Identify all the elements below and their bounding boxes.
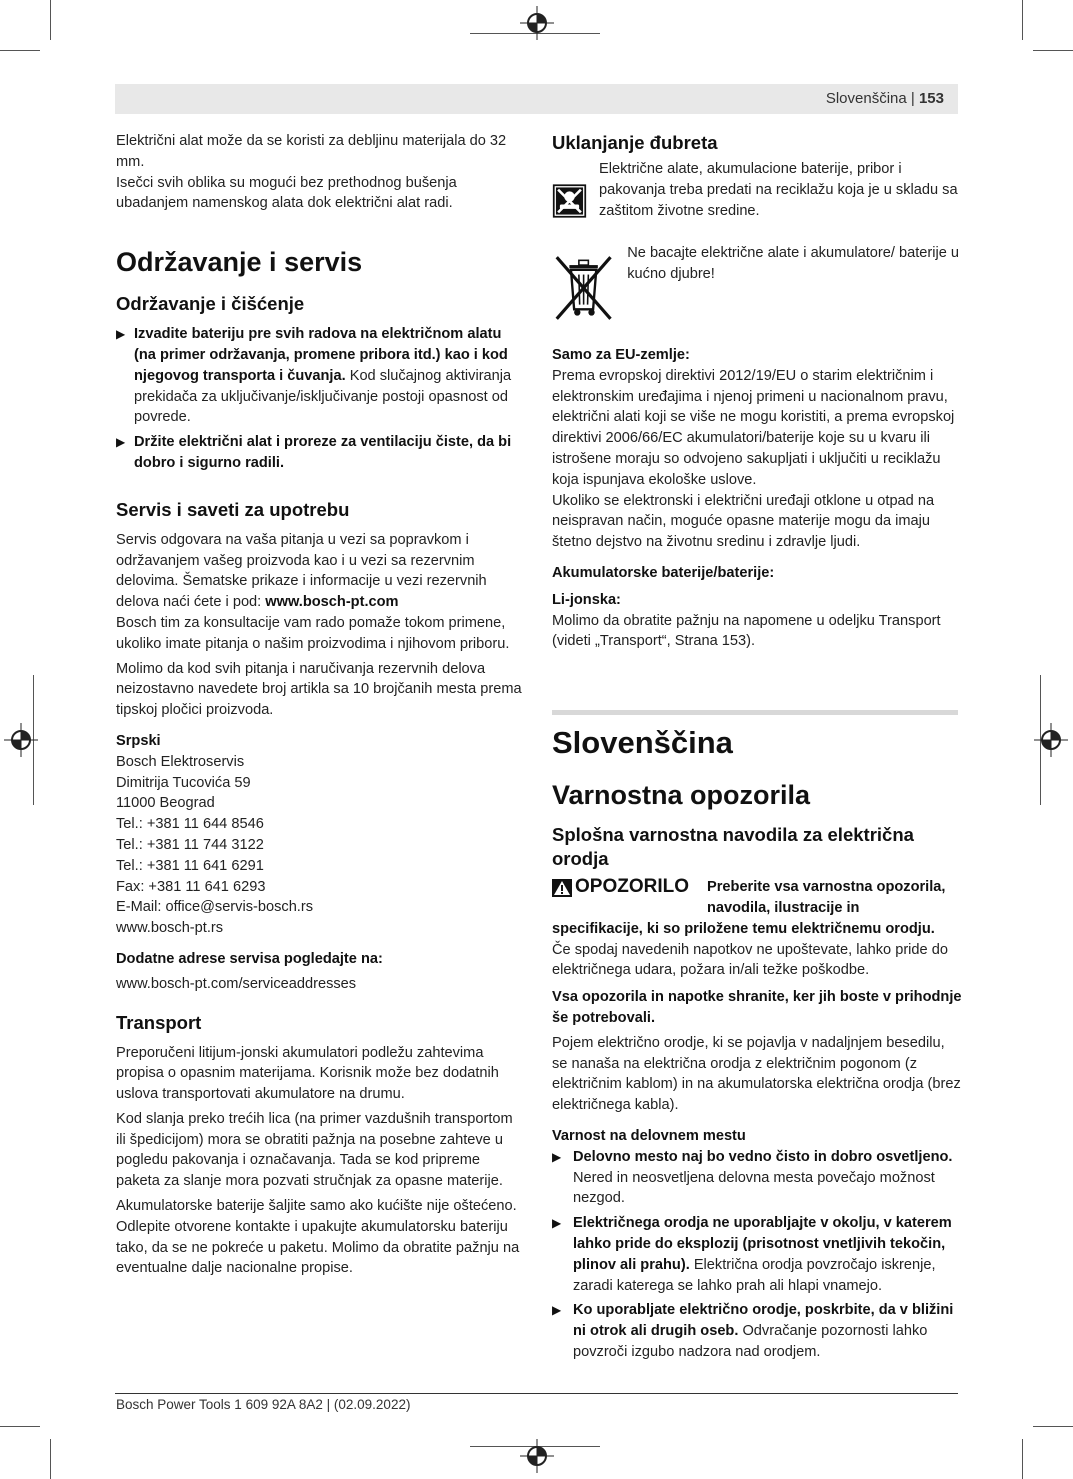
recycling-symbol-icon (552, 161, 587, 241)
service-text: Servis odgovara na vaša pitanja u vezi sa popravkom i održavanjem vašeg proizvoda kao i u vezi sa rezervnim delovima. Šematske prikaze i informacije u vezi rezervnih delova naći ćete i pod: (116, 531, 487, 611)
page-header (115, 84, 958, 114)
section-title: Varnostna opozorila (552, 780, 811, 811)
bullet-text: Električna orodja povzročajo iskrenje, zaradi katerega se lahko prah ali hlapi vnamejo. (573, 1256, 936, 1294)
right-column (552, 131, 962, 1363)
crop-mark (0, 50, 40, 51)
crop-mark (50, 0, 51, 40)
section-title: Održavanje i servis (116, 247, 363, 278)
service-paragraph (116, 530, 526, 613)
address-line[interactable]: E-Mail: office@servis-bosch.rs (116, 899, 314, 916)
crop-mark (0, 1426, 40, 1427)
address-line: Bosch Elektroservis (116, 753, 245, 770)
bullet-item (552, 1147, 962, 1209)
bullet-bold-text: Držite električni alat i proreze za ventilaciju čiste, da bi dobro i sigurno radili. (134, 434, 512, 471)
crossed-bin-icon (552, 245, 615, 331)
footer-divider (115, 1393, 958, 1394)
service-paragraph: Bosch tim za konsultacije vam rado pomaže tokom primene, ukoliko imate pitanja o našim proizvodima i njihovom priboru. (116, 614, 510, 652)
liion-label: Li-jonska: (552, 591, 621, 608)
disposal-paragraph: Ne bacajte električne alate i akumulatore/ baterije u kućno djubre! (627, 245, 960, 282)
bullet-item (116, 432, 526, 474)
term-paragraph: Pojem električno orodje, ki se pojavlja v nadaljnjem besedilu, se nanaša na električna orodja z električnim pogonom (z električnim kablom) in na akumulatorska električna orodja (brez električnega kabla). (552, 1034, 961, 1114)
bullet-text: Nered in neosvetljena delovna mesta povečajo možnost nezgod. (573, 1169, 935, 1207)
subsection-title: Transport (116, 1011, 202, 1033)
bosch-link[interactable]: www.bosch-pt.com (265, 594, 399, 611)
warning-heading: Preberite vsa varnostna opozorila, navodila, ilustracije in (707, 879, 946, 916)
page-number: 153 (918, 90, 944, 107)
address-line: Tel.: +381 11 744 3122 (116, 836, 264, 853)
bullet-triangle-icon: ▶ (552, 1303, 562, 1318)
liion-paragraph: Molimo da obratite pažnju na napomene u odeljku Transport (videti „Transport“, Strana 153). (552, 612, 941, 650)
transport-paragraph: Kod slanja preko trećih lica (na primer vazdušnih transportom ili špedicijom) mora se obratiti pažnja na posebne zahteve u pogledu pakovanja i označavanja. Tada se kod pripreme paketa za slanje mora pozvati stručnjak za opasne materije. (116, 1110, 513, 1190)
eu-paragraph: Prema evropskoj direktivi 2012/19/EU o starim električnim i elektronskim uređajima i njenoj primeni u nacionalnom pravu, električni alati koji se više ne mogu koristiti, a prema evropskoj direktivi 2006/66/EC akumulatori/baterije koje su u kvaru ili istrošene moraju so odvojeno sakupljati i uključiti u reciklažu koja ispunjava ekološke uslove. (552, 367, 955, 488)
disposal-row (552, 245, 962, 331)
registration-mark-icon (520, 1439, 554, 1473)
bullet-triangle-icon: ▶ (116, 327, 126, 342)
header-language: Slovenščina (825, 90, 907, 107)
warning-triangle-icon (552, 879, 572, 897)
more-addresses-url[interactable]: www.bosch-pt.com/serviceaddresses (116, 975, 357, 992)
registration-mark-icon (520, 6, 554, 40)
eu-label: Samo za EU-zemlje: (552, 347, 690, 363)
warning-badge (552, 877, 689, 898)
workplace-label: Varnost na delovnem mestu (552, 1127, 746, 1144)
bullet-triangle-icon: ▶ (116, 435, 126, 450)
crop-mark (50, 1439, 51, 1479)
warning-row (552, 877, 962, 919)
left-column (116, 131, 526, 1279)
intro-paragraph: Isečci svih oblika su mogući bez prethodnog bušenja ubadanjem namenskog alata dok električni alat radi. (116, 174, 457, 212)
disposal-paragraph: Električne alate, akumulacione baterije, pribor i pakovanja treba predati na reciklažu koja je u skladu sa zaštitom životne sredine. (599, 161, 958, 219)
bullet-text: Kod slučajnog aktiviranja prekidača za uključivanje/isključivanje postoji opasnost od povrede. (134, 367, 512, 426)
address-line: Tel.: +381 11 644 8546 (116, 816, 264, 833)
eu-paragraph: Ukoliko se elektronski i električni uređaji otklone u otpad na neispravan način, moguće opasne materije mogu da imaju štetno dejstvo na životnu sredinu i zdravlje ljudi. (552, 492, 935, 551)
bullet-bold-text: Električnega orodja ne uporabljajte v okolju, v katerem lahko pride do eksplozij (prisotnost vnetljivih tekočin, plinov ali prahu). (573, 1215, 952, 1273)
disposal-row (552, 161, 962, 241)
address-block (116, 752, 526, 939)
bullet-triangle-icon: ▶ (552, 1149, 562, 1164)
bullet-bold-text: Izvadite bateriju pre svih radova na električnom alatu (na primer održavanja, promene pribora itd.) kao i kod njegovog transporta i čuvanja. (134, 326, 508, 384)
bullet-item (552, 1213, 962, 1296)
header-separator: | (910, 90, 915, 107)
warning-word: OPOZORILO (575, 876, 689, 898)
crop-mark (1033, 1426, 1073, 1427)
intro-paragraph: Električni alat može da se koristi za debljinu materijala do 32 mm. (116, 133, 507, 170)
header-text (826, 90, 944, 107)
address-label: Srpski (116, 732, 161, 749)
subsection-title: Splošna varnostna navodila za električna orodja (552, 824, 914, 870)
subsection-title: Uklanjanje đubreta (552, 132, 718, 153)
service-paragraph: Molimo da kod svih pitanja i naručivanja rezervnih delova neizostavno navedete broj artikla sa 10 brojčanih mesta prema tipskoj pločici proizvoda. (116, 660, 522, 719)
address-line: 11000 Beograd (116, 795, 215, 812)
registration-mark-icon (4, 723, 38, 757)
bullet-bold-text: Ko uporabljate električno orodje, poskrbite, da v bližini ni otrok ali drugih oseb. (573, 1302, 954, 1340)
crop-mark (1022, 0, 1023, 40)
bullet-text: Odvračanje pozornosti lahko povzroči izgubo nadzora nad orodjem. (573, 1323, 928, 1360)
address-line: Tel.: +381 11 641 6291 (116, 857, 264, 874)
footer-text: Bosch Power Tools 1 609 92A 8A2 | (02.09.2022) (116, 1397, 411, 1412)
transport-paragraph: Preporučeni litijum-jonski akumulatori podležu zahtevima propisa o opasnim materijama. Korisnik može bez dodatnih uslova transportovati akumulatore na drumu. (116, 1044, 499, 1103)
crop-mark (1022, 1439, 1023, 1479)
registration-mark-icon (1034, 723, 1068, 757)
warning-text: Če spodaj navedenih napotkov ne upoštevate, lahko pride do električnega udara, požara in/ali težke poškodbe. (552, 941, 948, 979)
subsection-title: Servis i saveti za upotrebu (116, 498, 350, 520)
keep-instructions: Vsa opozorila in napotke shranite, ker jih boste v prihodnje še potrebovali. (552, 989, 962, 1026)
bullet-item (552, 1300, 962, 1362)
transport-paragraph: Akumulatorske baterije šaljite samo ako kućište nije oštećeno. Odlepite otvorene kontakte i upakujte akumulatorsku bateriju tako, da se ne pokreće u paketu. Molimo da obratite pažnju na eventualne dalje nacionalne propise. (116, 1198, 520, 1277)
more-addresses-label: Dodatne adrese servisa pogledajte na: (116, 950, 383, 967)
bullet-item (116, 324, 526, 428)
language-title: Slovenščina (552, 725, 733, 761)
section-divider (552, 710, 958, 715)
address-line: Dimitrija Tucovića 59 (116, 774, 251, 791)
crop-mark (1033, 50, 1073, 51)
bullet-triangle-icon: ▶ (552, 1216, 562, 1231)
bullet-bold-text: Delovno mesto naj bo vedno čisto in dobro osvetljeno. (573, 1148, 953, 1165)
address-line: Fax: +381 11 641 6293 (116, 878, 266, 895)
subsection-title: Održavanje i čišćenje (116, 293, 305, 315)
address-line[interactable]: www.bosch-pt.rs (116, 920, 224, 937)
warning-heading-cont: specifikacije, ki so priložene temu električnemu orodju. (552, 920, 935, 937)
battery-label: Akumulatorske baterije/baterije: (552, 564, 775, 581)
